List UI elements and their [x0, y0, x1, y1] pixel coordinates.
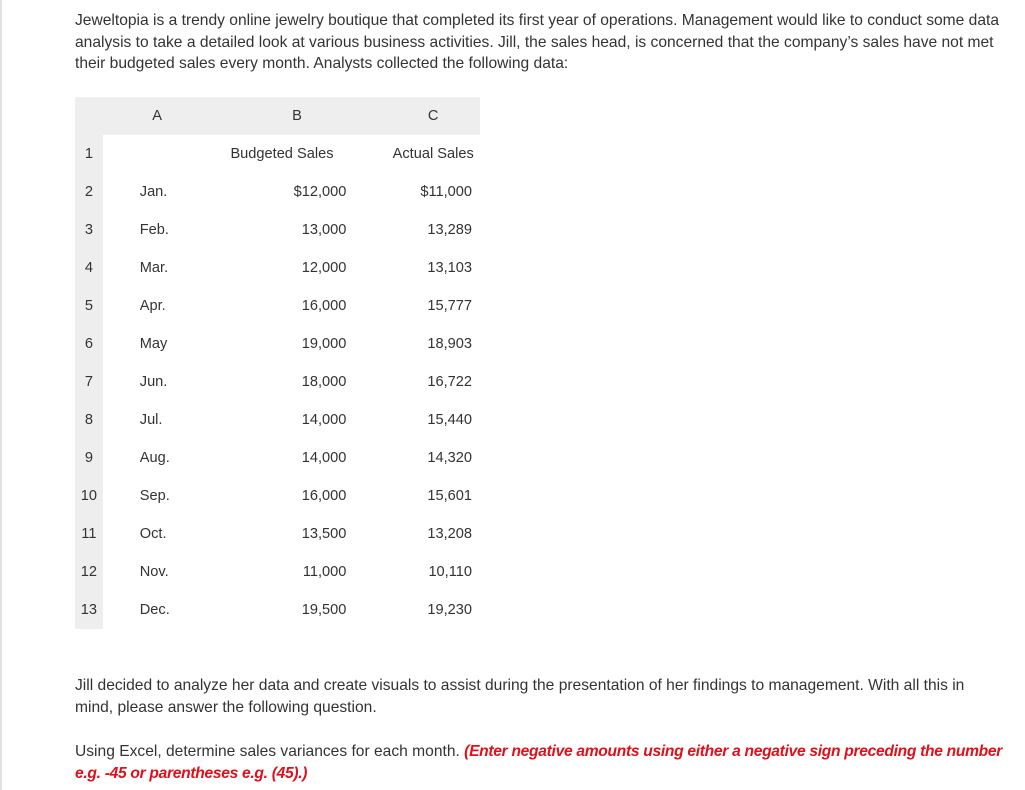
table-row: [75, 173, 480, 211]
table-row: [75, 477, 480, 515]
table-row: [75, 515, 480, 553]
row-number: 11: [75, 515, 103, 553]
actual-sales-cell: 16,722: [427, 374, 472, 390]
budgeted-sales-cell: 16,000: [301, 488, 347, 504]
budgeted-sales-cell: 18,000: [301, 374, 347, 390]
actual-sales-cell: 10,110: [428, 564, 472, 580]
instruction-note: (Enter negative amounts using either a negative sign preceding the number e.g. -45 or parentheses e.g. (45).): [75, 743, 1003, 782]
month-cell: Feb.: [139, 222, 169, 238]
actual-sales-cell: 14,320: [427, 450, 472, 466]
actual-sales-cell: 19,230: [427, 602, 472, 618]
actual-sales-cell: 13,103: [427, 260, 472, 276]
table-row: [75, 363, 480, 401]
analysis-paragraph: Jill decided to analyze her data and create visuals to assist during the presentation of her findings to management. With all this in mind, please answer the following question.: [75, 677, 965, 716]
column-header-row: [75, 97, 480, 135]
budgeted-sales-cell: $12,000: [293, 184, 347, 200]
row-number: 6: [75, 325, 103, 363]
budgeted-sales-cell: 11,000: [302, 564, 347, 580]
month-cell: Jul.: [139, 412, 163, 428]
month-cell: Nov.: [139, 564, 169, 580]
row-number: 1: [75, 135, 103, 173]
instruction-paragraph: [75, 741, 1010, 784]
table-row: [75, 591, 480, 629]
actual-sales-cell: 13,208: [427, 526, 472, 542]
month-cell: Oct.: [139, 526, 167, 542]
month-cell: Jan.: [139, 184, 168, 200]
month-cell: Aug.: [139, 450, 170, 466]
budgeted-sales-cell: 14,000: [301, 450, 347, 466]
row-number: 8: [75, 401, 103, 439]
table-row: [75, 439, 480, 477]
table-row: [75, 401, 480, 439]
row-number: 7: [75, 363, 103, 401]
table-header-row: [75, 135, 480, 173]
header-actual-sales: Actual Sales: [392, 146, 474, 162]
budgeted-sales-cell: 16,000: [301, 298, 347, 314]
column-header-a: A: [103, 97, 198, 135]
actual-sales-cell: 15,601: [427, 488, 472, 504]
header-budgeted-sales: Budgeted Sales: [230, 146, 334, 162]
column-header-b: B: [198, 97, 347, 135]
table-row: [75, 325, 480, 363]
row-number: 5: [75, 287, 103, 325]
month-cell: Dec.: [139, 602, 170, 618]
budgeted-sales-cell: 12,000: [301, 260, 347, 276]
table-row: [75, 249, 480, 287]
table-row: [75, 553, 480, 591]
column-header-c: C: [346, 97, 480, 135]
row-number: 9: [75, 439, 103, 477]
actual-sales-cell: 15,440: [427, 412, 472, 428]
month-cell: Apr.: [139, 298, 166, 314]
month-cell: Mar.: [139, 260, 169, 276]
table-row: [75, 211, 480, 249]
row-number: 12: [75, 553, 103, 591]
sales-data-table: [75, 97, 480, 629]
month-cell: Jun.: [139, 374, 168, 390]
row-number: 3: [75, 211, 103, 249]
budgeted-sales-cell: 13,500: [301, 526, 347, 542]
actual-sales-cell: 15,777: [427, 298, 472, 314]
actual-sales-cell: $11,000: [420, 184, 472, 200]
month-cell: Sep.: [139, 488, 170, 504]
actual-sales-cell: 13,289: [427, 222, 472, 238]
month-cell: May: [139, 336, 168, 352]
row-number: 2: [75, 173, 103, 211]
corner-cell: [75, 97, 103, 135]
header-cell-a: [103, 135, 198, 173]
budgeted-sales-cell: 13,000: [301, 222, 347, 238]
row-number: 4: [75, 249, 103, 287]
row-number: 10: [75, 477, 103, 515]
budgeted-sales-cell: 19,000: [301, 336, 347, 352]
budgeted-sales-cell: 19,500: [301, 602, 347, 618]
table-row: [75, 287, 480, 325]
row-number: 13: [75, 591, 103, 629]
actual-sales-cell: 18,903: [427, 336, 472, 352]
instruction-text: Using Excel, determine sales variances for each month.: [75, 743, 465, 760]
intro-paragraph: Jeweltopia is a trendy online jewelry boutique that completed its first year of operations. Management would like to conduct some data analysis to take a detailed look at various business activities. Jill, the sales head, is concerned that the company’s sales have not met their budgeted sales every month. Analysts collected the following data:: [75, 12, 1000, 72]
budgeted-sales-cell: 14,000: [301, 412, 347, 428]
